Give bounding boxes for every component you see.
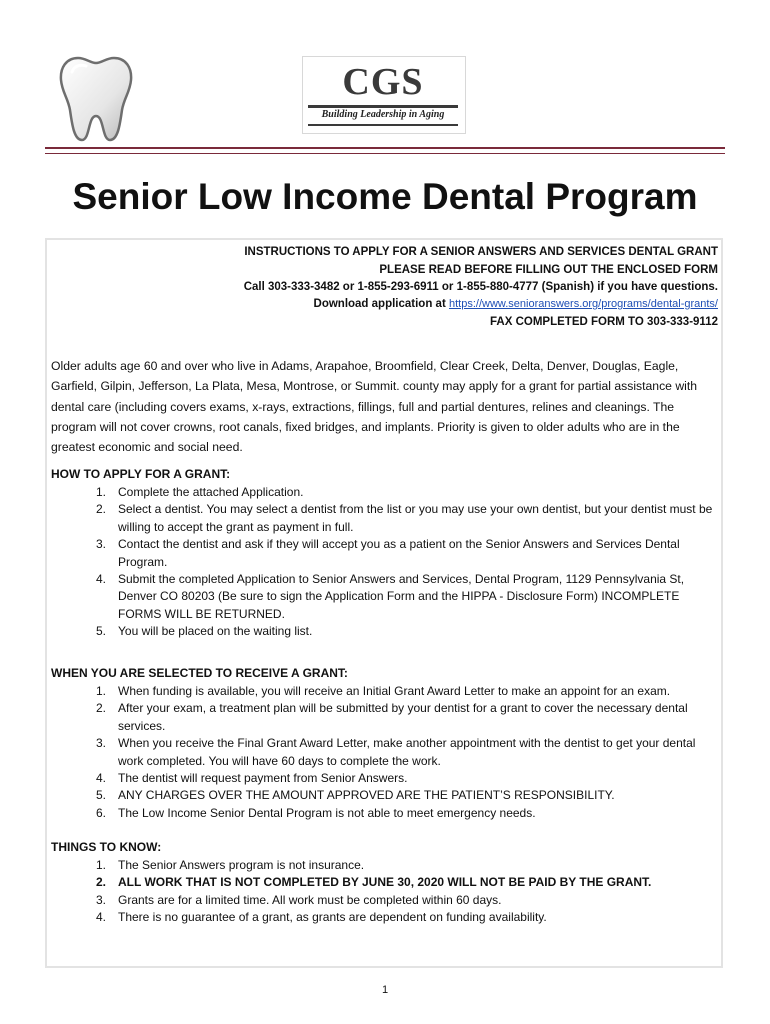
list-item: 1. The Senior Answers program is not insurance. (96, 858, 365, 872)
how-to-apply-list (96, 484, 716, 641)
header-rule-thin (45, 153, 725, 154)
things-to-know-list (96, 857, 716, 927)
page-number: 1 (381, 984, 389, 996)
list-item: 4. Submit the completed Application to Senior Answers and Services, Dental Program, 1129 Pennsylvania St, Denver CO 80203 (Be sure to sign the Application Form and the HIPPA - Disclosure Form) INCOMPLETE FORMS WILL BE RETURNED. (96, 572, 685, 621)
list-item: 1. Complete the attached Application. (96, 485, 304, 499)
read-before-notice: PLEASE READ BEFORE FILLING OUT THE ENCLOSED FORM (379, 264, 718, 276)
download-link[interactable]: https://www.senioranswers.org/programs/dental-grants/ (448, 298, 718, 310)
logo-divider (308, 105, 458, 108)
things-to-know-heading: THINGS TO KNOW: (51, 840, 162, 854)
list-item: 3. Contact the dentist and ask if they will accept you as a patient on the Senior Answers and Services Dental Program. (96, 537, 680, 569)
list-item: 5. ANY CHARGES OVER THE AMOUNT APPROVED ARE THE PATIENT’S RESPONSIBILITY. (96, 788, 615, 803)
download-line (314, 298, 718, 310)
list-item: 4. The dentist will request payment from Senior Answers. (96, 771, 408, 786)
phone-line: Call 303-333-3482 or 1-855-293-6911 or 1-855-880-4777 (Spanish) if you have questions. (243, 281, 718, 293)
list-item: 4. There is no guarantee of a grant, as grants are dependent on funding availability. (96, 910, 547, 925)
when-selected-heading: WHEN YOU ARE SELECTED TO RECEIVE A GRANT: (51, 666, 348, 680)
logo-name: CGS (342, 61, 424, 103)
page-title: Senior Low Income Dental Program (72, 176, 698, 217)
logo-underline (308, 124, 458, 126)
list-item: 1. When funding is available, you will receive an Initial Grant Award Letter to make an appoint for an exam. (96, 684, 671, 698)
logo-tagline: Building Leadership in Aging (321, 109, 445, 120)
when-selected-list (96, 683, 716, 822)
header-rule (45, 147, 725, 149)
cgs-logo (302, 56, 464, 132)
list-item: 2. Select a dentist. You may select a dentist from the list or you may use your own dentist, but your dentist must be willing to accept the grant as payment in full. (96, 502, 713, 534)
list-item: 3. When you receive the Final Grant Award Letter, make another appointment with the dentist to get your dental work completed. You will have 60 days to complete the work. (96, 736, 696, 768)
intro-paragraph: Older adults age 60 and over who live in Adams, Arapahoe, Broomfield, Clear Creek, Delta, Denver, Douglas, Eagle, Garfield, Gilpin, Jefferson, La Plata, Mesa, Montrose, or Summit. county may apply for a grant for partial assistance with dental care (including covers exams, x-rays, extractions, fillings, full and partial dentures, relines and cleanings. The program will not cover crowns, root canals, fixed bridges, and implants. Priority is given to older adults who are in the greatest economic and social need. (51, 359, 697, 455)
fax-line: FAX COMPLETED FORM TO 303-333-9112 (490, 316, 718, 328)
list-item: 2. After your exam, a treatment plan will be submitted by your dentist for a grant to cover the necessary dental services. (96, 701, 688, 733)
list-item: 3. Grants are for a limited time. All work must be completed within 60 days. (96, 892, 502, 907)
how-to-apply-heading: HOW TO APPLY FOR A GRANT: (51, 467, 231, 481)
instructions-heading: INSTRUCTIONS TO APPLY FOR A SENIOR ANSWERS AND SERVICES DENTAL GRANT (244, 246, 718, 258)
list-item: 6. The Low Income Senior Dental Program is not able to meet emergency needs. (96, 805, 536, 820)
download-label: Download application at (313, 298, 446, 310)
list-item: 2. ALL WORK THAT IS NOT COMPLETED BY JUNE 30, 2020 WILL NOT BE PAID BY THE GRANT. (96, 875, 652, 890)
list-item: 5. You will be placed on the waiting list. (96, 624, 313, 639)
tooth-icon (58, 54, 134, 144)
